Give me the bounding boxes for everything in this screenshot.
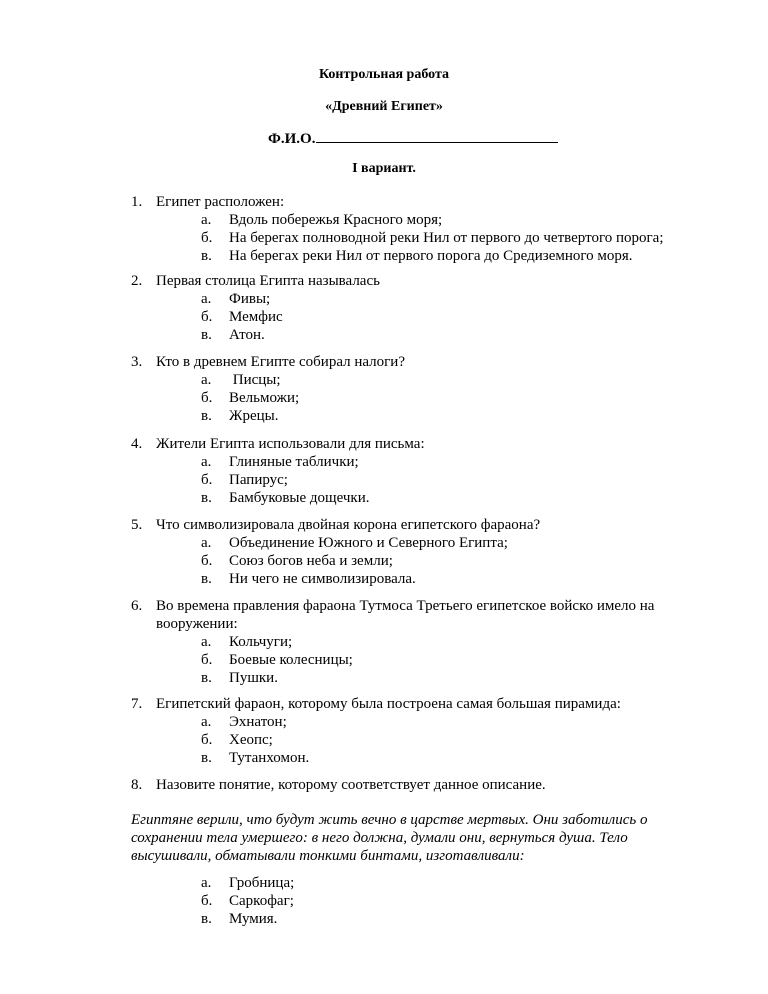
question-label: Кто в древнем Египте собирал налоги? bbox=[156, 354, 405, 370]
option-letter: а. bbox=[201, 634, 212, 650]
option-b[interactable] bbox=[131, 229, 691, 247]
page-title: Контрольная работа bbox=[318, 67, 450, 82]
question-text bbox=[131, 353, 691, 371]
option-text: Хеопс; bbox=[229, 732, 273, 748]
option-letter: б. bbox=[201, 390, 213, 406]
option-text: Глиняные таблички; bbox=[229, 454, 359, 470]
question-text bbox=[131, 516, 691, 534]
question-4 bbox=[131, 435, 691, 507]
question-8-description: Египтяне верили, что будут жить вечно в царстве мертвых. Они заботились о сохранении тела умершего: в него должна, думали они, вернуться душа. Тело высушивали, обматывали тонкими бинтами, изготавливали: bbox=[131, 812, 648, 864]
question-text bbox=[131, 193, 691, 211]
question-3 bbox=[131, 353, 691, 425]
option-text: Жрецы. bbox=[229, 408, 279, 424]
option-letter: а. bbox=[201, 212, 212, 228]
fio-label: Ф.И.О. bbox=[268, 131, 316, 147]
question-number: 7. bbox=[131, 696, 143, 712]
option-text: Мемфис bbox=[229, 309, 283, 325]
option-a[interactable] bbox=[131, 534, 691, 552]
option-c[interactable] bbox=[131, 749, 691, 767]
option-text: Союз богов неба и земли; bbox=[229, 553, 393, 569]
option-letter: б. bbox=[201, 230, 213, 246]
option-letter: в. bbox=[201, 248, 212, 264]
option-letter: в. bbox=[201, 490, 212, 506]
option-text: Объединение Южного и Северного Египта; bbox=[229, 535, 508, 551]
question-label: Египетский фараон, которому была построена самая большая пирамида: bbox=[156, 696, 621, 712]
option-text: Боевые колесницы; bbox=[229, 652, 353, 668]
option-letter: а. bbox=[201, 291, 212, 307]
question-number: 8. bbox=[131, 777, 143, 793]
option-text: Мумия. bbox=[229, 911, 278, 927]
question-6 bbox=[131, 597, 691, 687]
option-c[interactable] bbox=[131, 247, 691, 265]
option-text: Бамбуковые дощечки. bbox=[229, 490, 370, 506]
question-text bbox=[131, 435, 691, 453]
question-2 bbox=[131, 272, 691, 344]
option-letter: б. bbox=[201, 893, 213, 909]
question-label: Назовите понятие, которому соответствует данное описание. bbox=[156, 777, 546, 793]
option-letter: б. bbox=[201, 472, 213, 488]
option-b[interactable] bbox=[131, 471, 691, 489]
option-c[interactable] bbox=[131, 407, 691, 425]
option-letter: в. bbox=[201, 327, 212, 343]
option-text: Тутанхомон. bbox=[229, 750, 310, 766]
variant-heading: I вариант. bbox=[352, 161, 416, 176]
fio-field[interactable] bbox=[268, 128, 558, 148]
option-c[interactable] bbox=[131, 326, 691, 344]
option-text: Эхнатон; bbox=[229, 714, 287, 730]
option-letter: б. bbox=[201, 309, 213, 325]
option-b[interactable] bbox=[131, 651, 691, 669]
question-label: Первая столица Египта называлась bbox=[156, 273, 380, 289]
option-b[interactable] bbox=[131, 731, 691, 749]
option-letter: б. bbox=[201, 732, 213, 748]
option-a[interactable] bbox=[131, 290, 691, 308]
question-number: 5. bbox=[131, 517, 143, 533]
option-letter: а. bbox=[201, 535, 212, 551]
question-number: 3. bbox=[131, 354, 143, 370]
question-5 bbox=[131, 516, 691, 588]
option-text: На берегах реки Нил от первого порога до Средиземного моря. bbox=[229, 248, 633, 264]
option-letter: б. bbox=[201, 553, 213, 569]
option-text: Ни чего не символизировала. bbox=[229, 571, 416, 587]
option-letter: б. bbox=[201, 652, 213, 668]
option-c[interactable] bbox=[131, 910, 691, 928]
option-text: Вдоль побережья Красного моря; bbox=[229, 212, 443, 228]
page-subtitle: «Древний Египет» bbox=[325, 99, 443, 114]
question-label: Во времена правления фараона Тутмоса Третьего египетское войско имело на вооружении: bbox=[156, 598, 655, 632]
option-letter: в. bbox=[201, 911, 212, 927]
question-label: Что символизировала двойная корона египетского фараона? bbox=[156, 517, 541, 533]
option-b[interactable] bbox=[131, 892, 691, 910]
option-letter: в. bbox=[201, 670, 212, 686]
question-text bbox=[131, 776, 691, 794]
question-8 bbox=[131, 776, 691, 794]
option-text: Вельможи; bbox=[229, 390, 300, 406]
question-number: 2. bbox=[131, 273, 143, 289]
option-text: Гробница; bbox=[229, 875, 295, 891]
question-number: 1. bbox=[131, 194, 143, 210]
option-c[interactable] bbox=[131, 570, 691, 588]
option-b[interactable] bbox=[131, 308, 691, 326]
question-1 bbox=[131, 193, 691, 265]
option-a[interactable] bbox=[131, 371, 691, 389]
option-b[interactable] bbox=[131, 389, 691, 407]
question-8-options bbox=[131, 874, 691, 928]
option-b[interactable] bbox=[131, 552, 691, 570]
option-c[interactable] bbox=[131, 489, 691, 507]
question-7 bbox=[131, 695, 691, 767]
option-letter: а. bbox=[201, 875, 212, 891]
question-label: Жители Египта использовали для письма: bbox=[156, 436, 425, 452]
option-c[interactable] bbox=[131, 669, 691, 687]
option-text: Писцы; bbox=[229, 372, 281, 388]
option-text: Пушки. bbox=[229, 670, 278, 686]
option-text: Саркофаг; bbox=[229, 893, 294, 909]
question-text bbox=[131, 695, 691, 713]
option-letter: в. bbox=[201, 408, 212, 424]
option-letter: в. bbox=[201, 571, 212, 587]
option-letter: а. bbox=[201, 372, 212, 388]
option-text: Кольчуги; bbox=[229, 634, 293, 650]
option-text: На берегах полноводной реки Нил от первого до четвертого порога; bbox=[229, 230, 664, 246]
option-letter: в. bbox=[201, 750, 212, 766]
question-text bbox=[131, 272, 691, 290]
option-a[interactable] bbox=[131, 633, 691, 651]
question-number: 4. bbox=[131, 436, 143, 452]
option-text: Папирус; bbox=[229, 472, 288, 488]
option-text: Фивы; bbox=[229, 291, 271, 307]
option-a[interactable] bbox=[131, 453, 691, 471]
question-number: 6. bbox=[131, 598, 143, 614]
option-letter: а. bbox=[201, 714, 212, 730]
question-label: Египет расположен: bbox=[156, 194, 285, 210]
fio-underline[interactable] bbox=[316, 128, 558, 143]
question-text bbox=[131, 597, 681, 633]
option-text: Атон. bbox=[229, 327, 265, 343]
option-letter: а. bbox=[201, 454, 212, 470]
option-a[interactable] bbox=[131, 713, 691, 731]
option-a[interactable] bbox=[131, 874, 691, 892]
option-a[interactable] bbox=[131, 211, 691, 229]
